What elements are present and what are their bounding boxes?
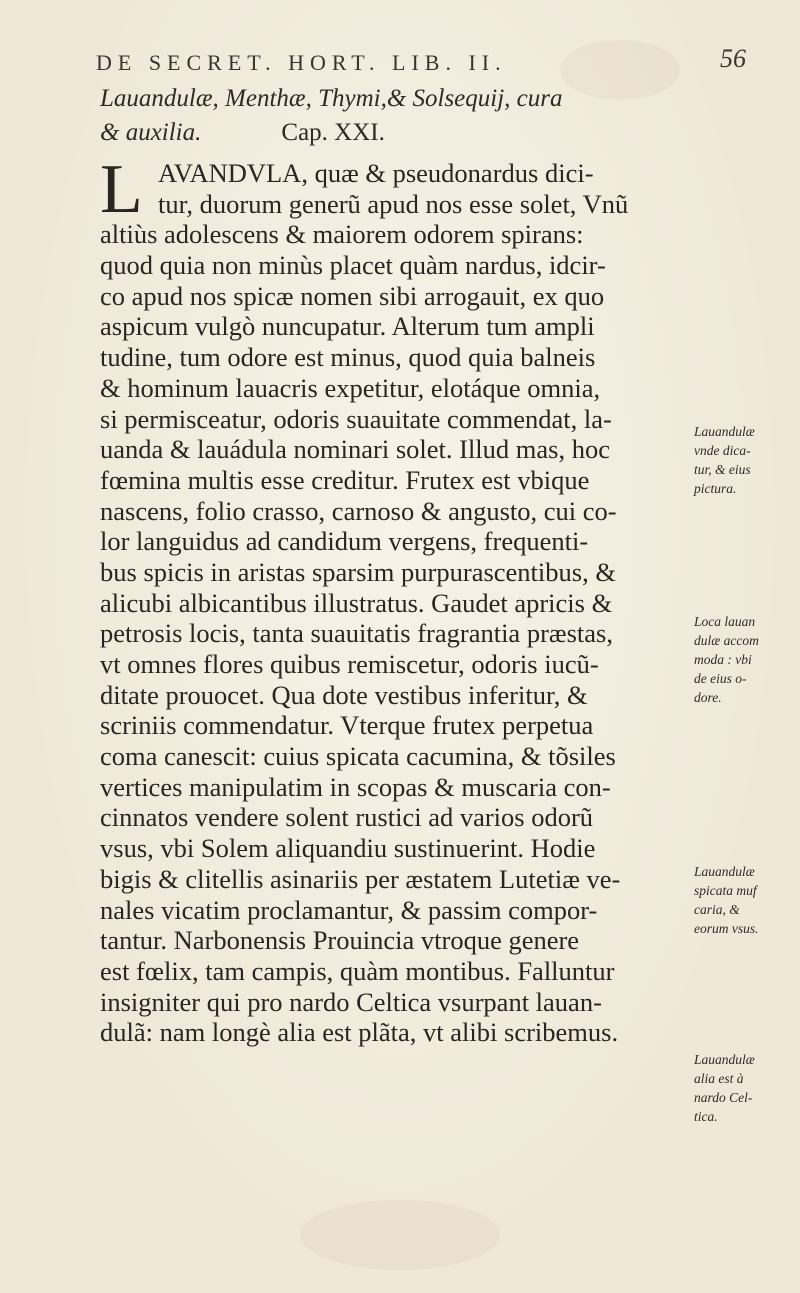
text-line: insigniter qui pro nardo Celtica vsurpant lauan- [100, 986, 602, 1017]
text-line: fœmina multis esse creditur. Frutex est vbique [100, 464, 590, 495]
marginal-note-line: de eius o- [694, 671, 747, 686]
marginal-note-line: spicata muf [694, 883, 757, 898]
text-line: vertices manipulatim in scopas & muscaria con- [100, 771, 611, 802]
marginal-note [694, 422, 800, 498]
chapter-title-line-2: & auxilia. [100, 119, 202, 146]
text-line: & hominum lauacris expetitur, elotáque omnia, [100, 372, 601, 403]
text-line: si permisceatur, odoris suauitate commendat, la- [100, 403, 612, 434]
text-line: vt omnes flores quibus remiscetur, odoris iucũ- [100, 649, 599, 679]
marginal-note-line: Lauandulæ [694, 1052, 755, 1067]
text-line: lor languidus ad candidum vergens, frequenti- [100, 526, 589, 557]
marginal-note-line: pictura. [694, 481, 737, 496]
marginal-note-line: dulæ accom [694, 633, 759, 648]
marginal-note [694, 612, 800, 707]
text-line: cinnatos vendere solent rustici ad varios odorũ [100, 802, 594, 833]
text-line: alicubi albicantibus illustratus. Gaudet apricis & [100, 587, 613, 618]
marginal-note-line: moda : vbi [694, 652, 752, 667]
body-text [100, 151, 690, 1048]
text-line: bus spicis in aristas sparsim purpurascentibus, & [100, 556, 616, 587]
marginal-note-line: nardo Cel- [694, 1090, 753, 1105]
marginal-note-line: alia est à [694, 1071, 744, 1086]
text-line: bigis & clitellis asinariis per æstatem Lutetiæ ve- [100, 863, 621, 894]
page-number: 56 [720, 44, 746, 73]
text-line: est fœlix, tam campis, quàm montibus. Falluntur [100, 955, 615, 986]
marginal-note [694, 862, 800, 938]
text-line: aspicum vulgò nuncupatur. Alterum tum ampli [100, 311, 595, 342]
marginal-note-line: tur, & eius [694, 462, 751, 477]
text-line: tudine, tum odore est minus, quod quia balneis [100, 342, 596, 373]
text-line: tur, duorum generũ apud nos esse solet, Vnũ [158, 188, 629, 219]
running-head [96, 44, 746, 84]
marginal-note-line: tica. [694, 1109, 718, 1124]
text-line: nales vicatim proclamantur, & passim compor- [100, 894, 598, 925]
text-line: nascens, folio crasso, carnoso & angusto, cui co- [100, 495, 617, 526]
text-line: scriniis commendatur. Vterque frutex perpetua [100, 710, 594, 741]
running-head-text: DE SECRET. HORT. LIB. II. [96, 50, 507, 75]
text-line: ditate prouocet. Qua dote vestibus inferitur, & [100, 679, 588, 710]
text-line: vsus, vbi Solem aliquandiu sustinuerint. Hodie [100, 833, 596, 864]
text-line: co apud nos spicæ nomen sibi arrogauit, ex quo [100, 280, 605, 311]
marginal-note-line: Lauandulæ [694, 864, 755, 879]
paper-stain [300, 1200, 500, 1270]
drop-capital: L [100, 151, 143, 228]
marginal-note-line: dore. [694, 690, 722, 705]
text-line: petrosis locis, tanta suauitatis fragrantia præstas, [100, 618, 613, 649]
text-line: dulã: nam longè alia est plãta, vt alibi scribemus. [100, 1017, 619, 1048]
marginal-note [694, 1050, 800, 1126]
marginal-note-line: eorum vsus. [694, 921, 759, 936]
text-line: AVANDVLA, quæ & pseudonardus dici- [158, 158, 594, 188]
chapter-title [100, 82, 720, 150]
marginal-note-line: Loca lauan [694, 614, 756, 629]
marginal-note-line: vnde dica- [694, 443, 751, 458]
text-line: coma canescit: cuius spicata cacumina, & tõsiles [100, 741, 616, 772]
text-line: tantur. Narbonensis Prouincia vtroque genere [100, 925, 580, 956]
text-line: quod quia non minùs placet quàm nardus, idcir- [100, 250, 606, 281]
chapter-number: Cap. XXI. [281, 119, 385, 146]
marginal-note-line: Lauandulæ [694, 424, 755, 439]
marginal-note-line: caria, & [694, 902, 740, 917]
chapter-title-line-1: Lauandulæ, Menthæ, Thymi,& Solsequij, cura [100, 85, 563, 112]
text-line: uanda & lauádula nominari solet. Illud mas, hoc [100, 434, 610, 465]
text-line: altiùs adolescens & maiorem odorem spirans: [100, 219, 584, 250]
